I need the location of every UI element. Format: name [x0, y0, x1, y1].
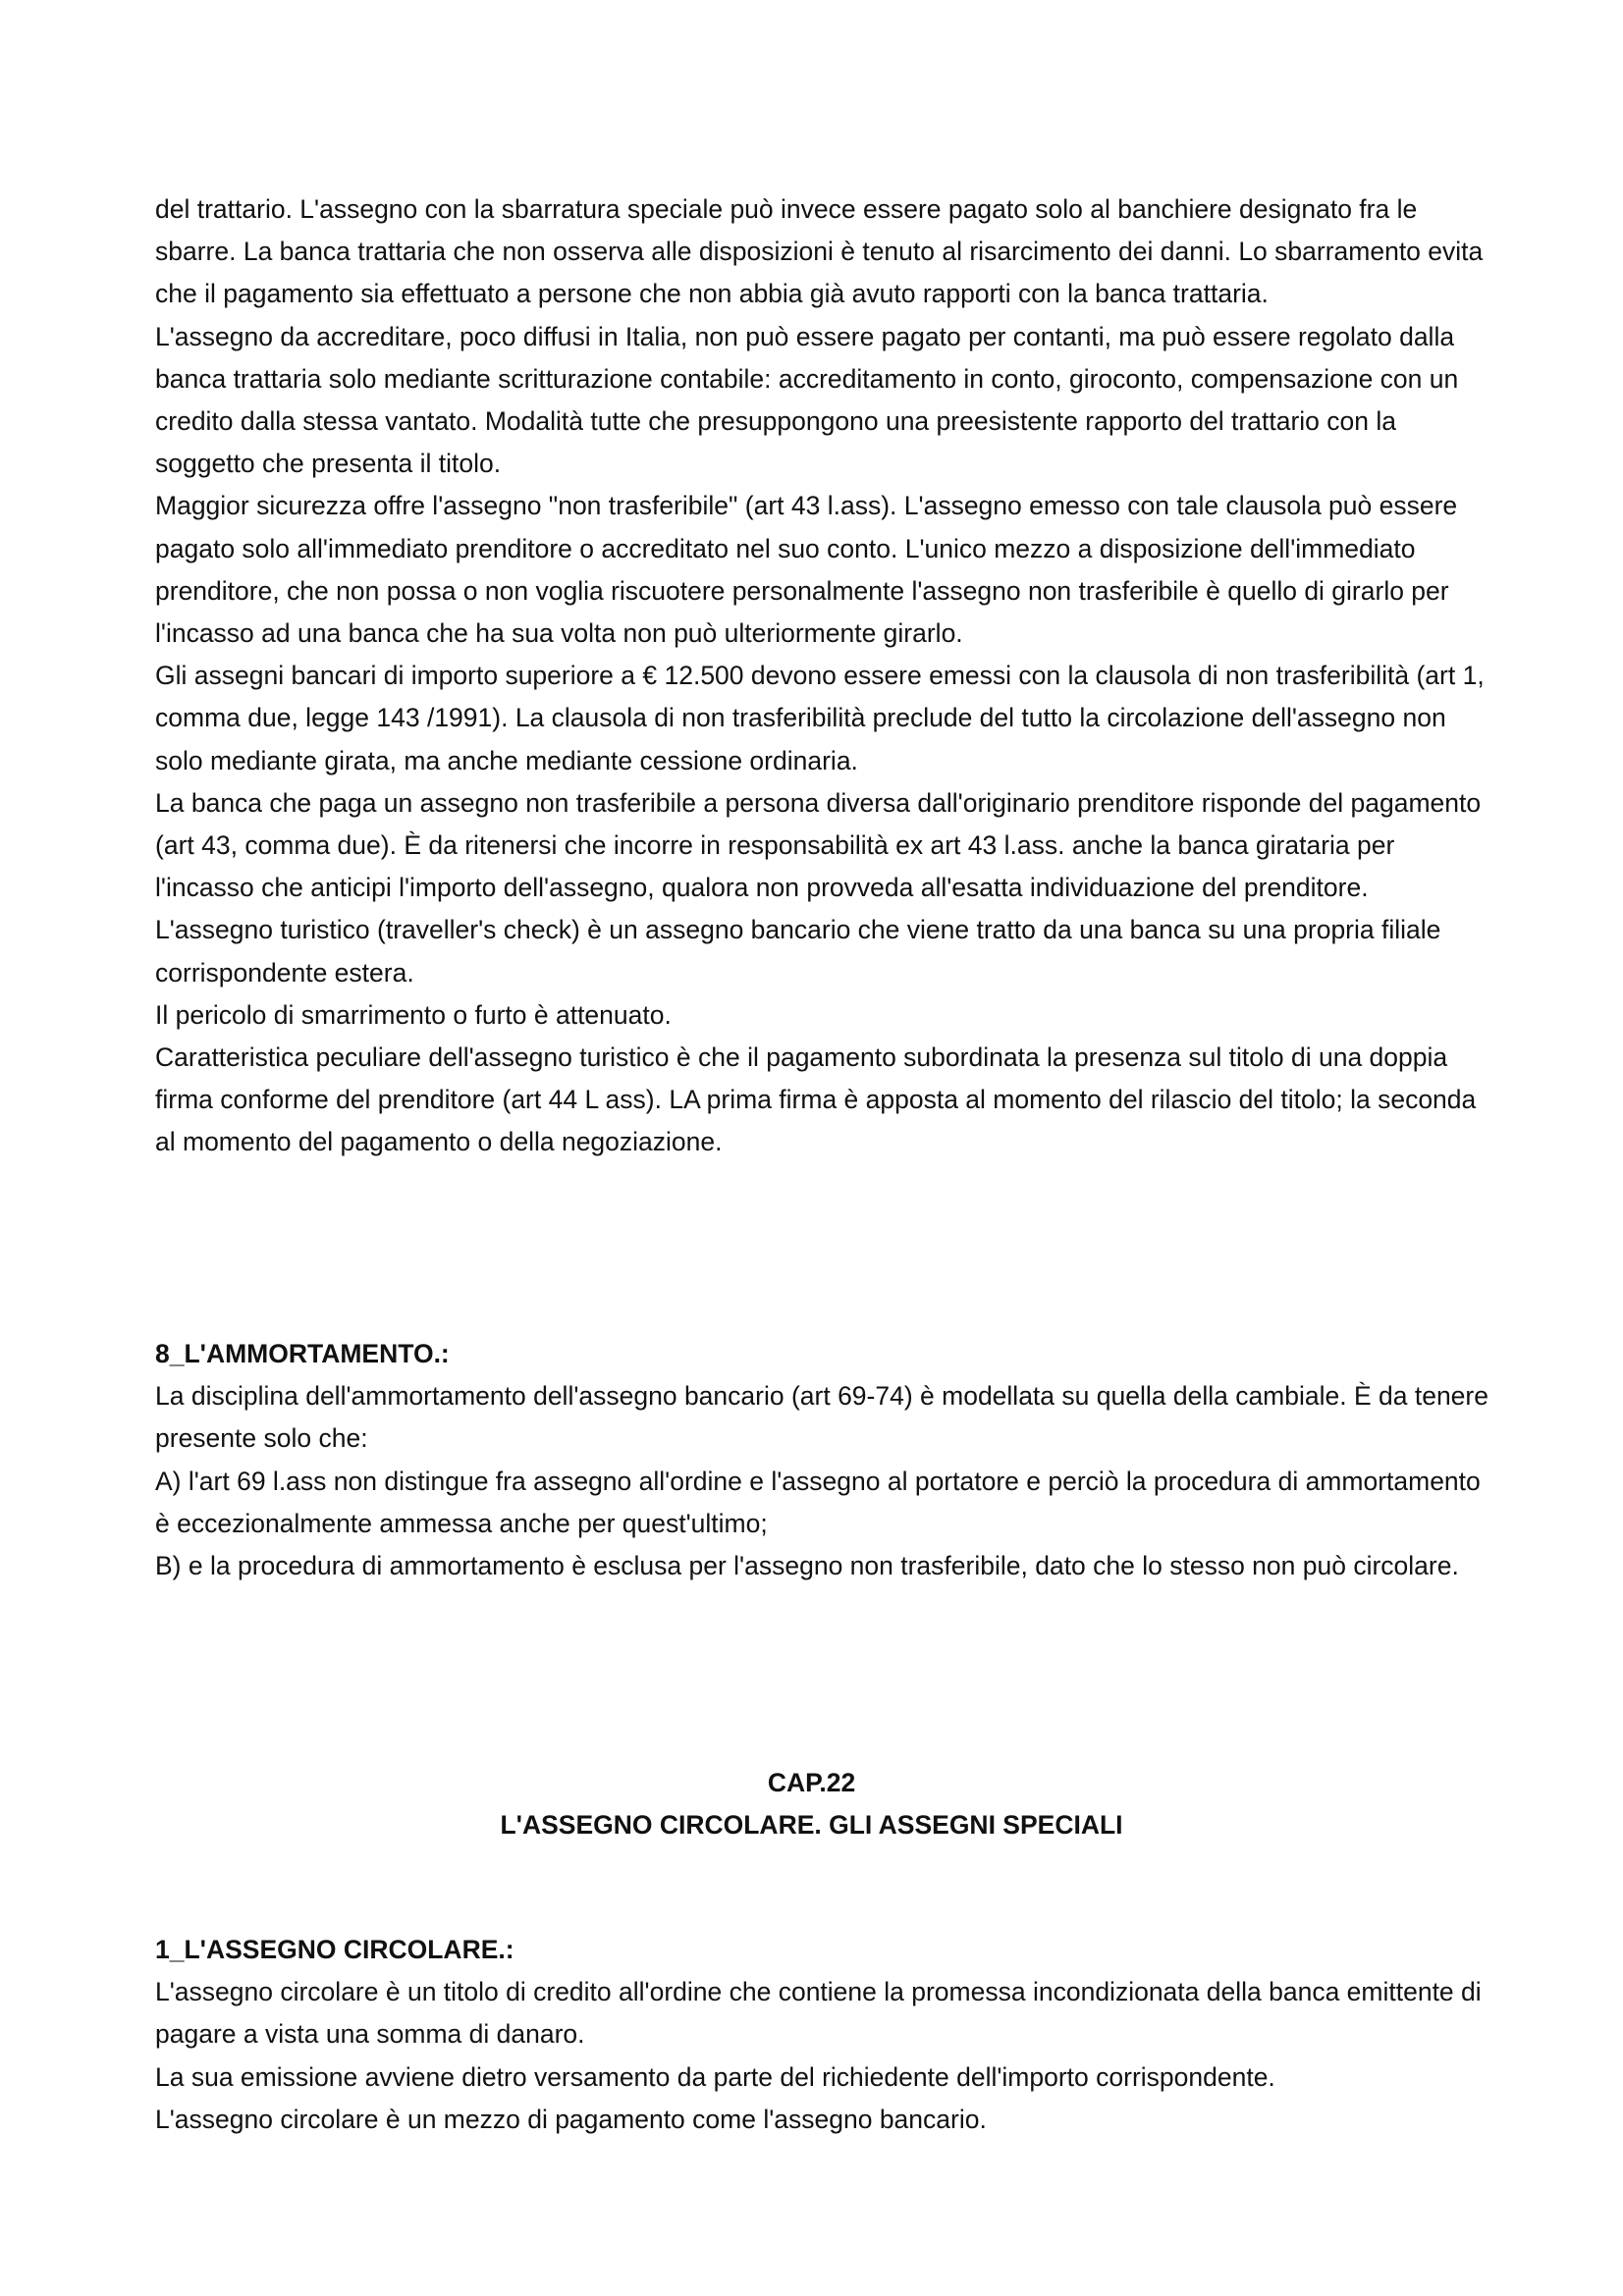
chapter-title: L'ASSEGNO CIRCOLARE. GLI ASSEGNI SPECIALI [500, 1810, 1123, 1840]
paragraph-pericolo-smarrimento: Il pericolo di smarrimento o furto è attenuato. [155, 999, 672, 1030]
paragraph-non-trasferibile: Maggior sicurezza offre l'assegno "non trasferibile" (art 43 l.ass). L'assegno emesso con tale clausola può essere pagato solo all'immediato prenditore o accreditato nel suo conto. L'unico mezzo a disposizione dell'immediato prenditore, che non possa o non voglia riscuotere personalmente l'assegno non trasferibile è quello di girarlo per l'incasso ad una banca che ha sua volta non può ulteriormente girarlo. [155, 491, 1458, 649]
paragraph-disciplina-ammortamento: La disciplina dell'ammortamento dell'assegno bancario (art 69-74) è modellata su quella della cambiale. È da tenere presente solo che: [155, 1381, 1488, 1454]
section-heading-assegno-circolare: 1_L'ASSEGNO CIRCOLARE.: [155, 1935, 514, 1964]
paragraph-sbarratura: del trattario. L'assegno con la sbarratura speciale può invece essere pagato solo al banchiere designato fra le sbarre. La banca trattaria che non osserva alle disposizioni è tenuto al risarcimento dei danni. Lo sbarramento evita che il pagamento sia effettuato a persone che non abbia già avuto rapporti con la banca trattaria. [155, 194, 1484, 309]
section-continuation [155, 188, 1490, 1164]
paragraph-mezzo-di-pagamento: L'assegno circolare è un mezzo di pagamento come l'assegno bancario. [155, 2104, 987, 2134]
paragraph-assegno-da-accreditare: L'assegno da accreditare, poco diffusi in Italia, non può essere pagato per contanti, ma può essere regolato dalla banca trattaria solo mediante scritturazione contabile: accreditamento in conto, giroconto, compensazione con un credito dalla stessa vantato. Modalità tutte che presuppongono una preesistente rapporto del trattario con la soggetto che presenta il titolo. [155, 321, 1459, 479]
paragraph-point-a: A) l'art 69 l.ass non distingue fra assegno all'ordine e l'assegno al portatore e perciò la procedura di ammortamento è eccezionalmente ammessa anche per quest'ultimo; [155, 1466, 1481, 1538]
paragraph-definizione-assegno-circolare: L'assegno circolare è un titolo di credito all'ordine che contiene la promessa incondizionata della banca emittente di pagare a vista una somma di danaro. [155, 1977, 1482, 2050]
paragraph-banca-che-paga: La banca che paga un assegno non trasferibile a persona diversa dall'originario prenditore risponde del pagamento (art 43, comma due). È da ritenersi che incorre in responsabilità ex art 43 l.ass. anche la banca girataria per l'incasso che anticipi l'importo dell'assegno, qualora non provveda all'esatta individuazione del prenditore. [155, 787, 1482, 903]
paragraph-assegno-turistico: L'assegno turistico (traveller's check) è un assegno bancario che viene tratto da una banca su una propria filiale corrispondente estera. [155, 915, 1441, 988]
paragraph-doppia-firma: Caratteristica peculiare dell'assegno turistico è che il pagamento subordinata la presenza sul titolo di una doppia firma conforme del prenditore (art 44 L ass). LA prima firma è apposta al momento del rilascio del titolo; la seconda al momento del pagamento o della negoziazione. [155, 1042, 1477, 1157]
chapter-number: CAP.22 [767, 1768, 856, 1797]
paragraph-importo-superiore: Gli assegni bancari di importo superiore a € 12.500 devono essere emessi con la clausola di non trasferibilità (art 1, comma due, legge 143 /1991). La clausola di non trasferibilità preclude del tutto la circolazione dell'assegno non solo mediante girata, ma anche mediante cessione ordinaria. [155, 661, 1485, 775]
section-heading-ammortamento: 8_L'AMMORTAMENTO.: [155, 1339, 450, 1368]
paragraph-emissione: La sua emissione avviene dietro versamento da parte del richiedente dell'importo corrispondente. [155, 2061, 1275, 2092]
section-ammortamento [155, 1333, 1490, 1587]
section-assegno-circolare [155, 1929, 1490, 2141]
paragraph-point-b: B) e la procedura di ammortamento è esclusa per l'assegno non trasferibile, dato che lo stesso non può circolare. [155, 1551, 1459, 1581]
